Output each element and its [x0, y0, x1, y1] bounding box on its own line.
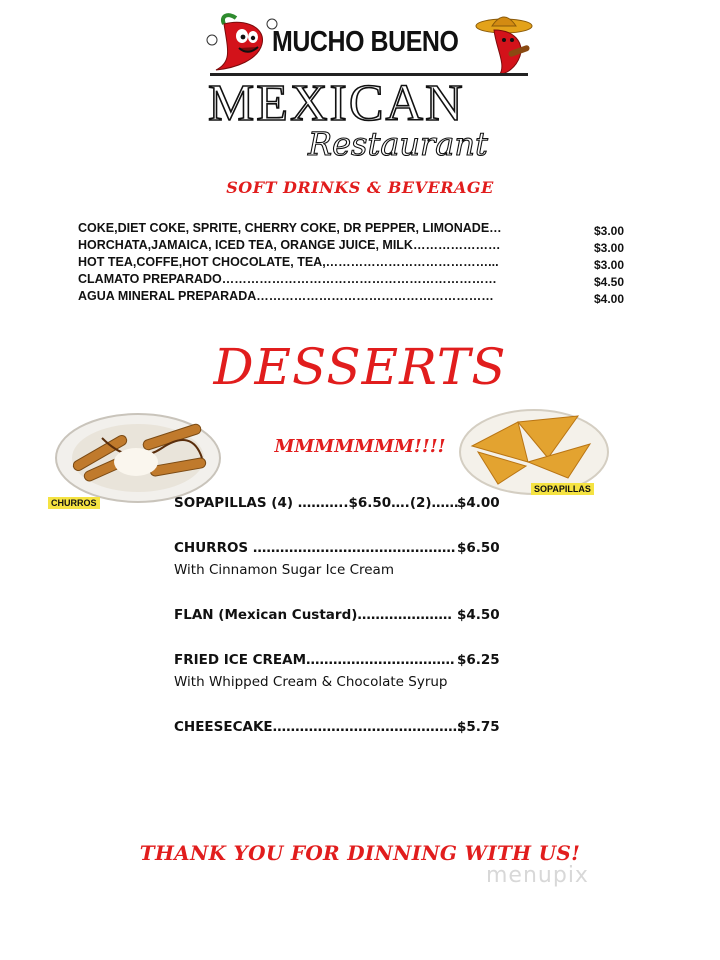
beverage-item: [78, 221, 638, 238]
dessert-name: SOPAPILLAS (4) ………..$6.50….(2)……: [174, 495, 459, 511]
beverage-price: $4.00: [594, 292, 625, 306]
beverage-item: [78, 289, 638, 306]
beverage-name: COKE,DIET COKE, SPRITE, CHERRY COKE, DR PEPPER, LIMONADE…: [78, 221, 502, 235]
brand-name: MUCHO BUENO: [272, 26, 459, 58]
dessert-name: FRIED ICE CREAM……………………………: [174, 652, 455, 668]
page-title: MEXICAN: [208, 75, 465, 132]
beverages-heading: SOFT DRINKS & BEVERAGE: [226, 178, 494, 197]
watermark: menupix: [486, 863, 589, 888]
dessert-description: With Whipped Cream & Chocolate Syrup: [174, 674, 448, 690]
beverage-price: $3.00: [594, 258, 625, 272]
beverage-item: [78, 238, 638, 255]
desserts-heading: DESSERTS: [213, 338, 507, 396]
dessert-price: $5.75: [457, 719, 500, 735]
sombrero-pepper-mascot-icon: [474, 12, 536, 76]
beverage-name: AGUA MINERAL PREPARADA…………………………………………………: [78, 289, 494, 303]
dessert-price: $4.50: [457, 607, 500, 623]
dessert-price: $6.25: [457, 652, 500, 668]
dessert-price: $4.00: [457, 495, 500, 511]
beverage-name: HORCHATA,JAMAICA, ICED TEA, ORANGE JUICE, MILK…………………: [78, 238, 501, 252]
thank-you-message: THANK YOU FOR DINNING WITH US!: [139, 841, 581, 865]
beverage-item: [78, 255, 638, 272]
dessert-price: $6.50: [457, 540, 500, 556]
sopapillas-photo-label: SOPAPILLAS: [531, 483, 594, 495]
beverage-name: HOT TEA,COFFE,HOT CHOCOLATE, TEA,…………………………………...: [78, 255, 499, 269]
beverage-price: $3.00: [594, 241, 625, 255]
page-subtitle: Restaurant: [308, 125, 488, 163]
beverage-list: [78, 221, 638, 306]
beverage-item: [78, 272, 638, 289]
chili-pepper-mascot-icon: [206, 10, 280, 74]
churros-photo-label: CHURROS: [48, 497, 100, 509]
desserts-tagline: MMMMMMM!!!!: [274, 436, 446, 457]
churros-photo: [52, 408, 224, 508]
dessert-name: FLAN (Mexican Custard)…………………: [174, 607, 452, 623]
beverage-name: CLAMATO PREPARADO…………………………………………………………: [78, 272, 497, 286]
beverage-price: $4.50: [594, 275, 625, 289]
dessert-description: With Cinnamon Sugar Ice Cream: [174, 562, 394, 578]
dessert-name: CHURROS ………………………………………: [174, 540, 456, 556]
dessert-name: CHEESECAKE……………………………………: [174, 719, 462, 735]
beverage-price: $3.00: [594, 224, 625, 238]
restaurant-header: [0, 0, 720, 170]
